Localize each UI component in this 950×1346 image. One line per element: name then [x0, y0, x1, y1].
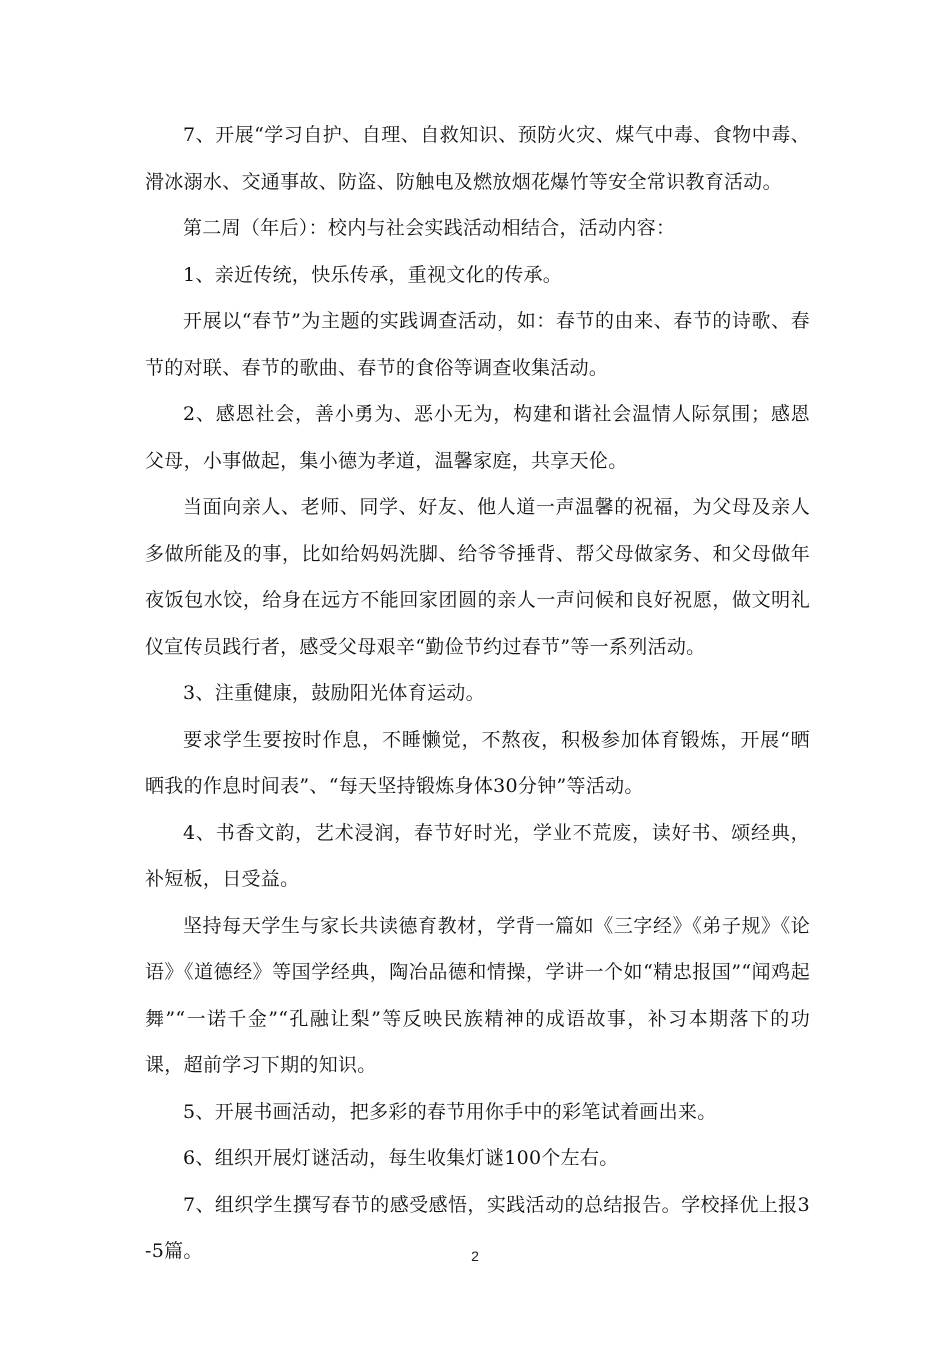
- paragraph-item-3-body: 要求学生要按时作息，不睡懒觉，不熬夜，积极参加体育锻炼，开展“晒晒我的作息时间表”、“每天坚持锻炼身体30分钟”等活动。: [145, 728, 810, 797]
- paragraph-item-5: 5、开展书画活动，把多彩的春节用你手中的彩笔试着画出来。: [183, 1100, 717, 1123]
- page-number: 2: [471, 1248, 479, 1264]
- document-body: [145, 112, 810, 1275]
- paragraph-item-2-title: 2、感恩社会，善小勇为、恶小无为，构建和谐社会温情人际氛围；感恩父母，小事做起，集小德为孝道，温馨家庭，共享天伦。: [145, 403, 810, 472]
- paragraph-item-2-body: 当面向亲人、老师、同学、好友、他人道一声温馨的祝福，为父母及亲人多做所能及的事，比如给妈妈洗脚、给爷爷捶背、帮父母做家务、和父母做年夜饭包水饺，给身在远方不能回家团圆的亲人一声问候和良好祝愿，做文明礼仪宣传员践行者，感受父母艰辛“勤俭节约过春节”等一系列活动。: [145, 496, 810, 658]
- paragraph-safety-education: 7、开展“学习自护、自理、自救知识、预防火灾、煤气中毒、食物中毒、滑冰溺水、交通事故、防盗、防触电及燃放烟花爆竹等安全常识教育活动。: [145, 124, 810, 193]
- paragraph-week-two-heading: 第二周（年后）：校内与社会实践活动相结合，活动内容：: [183, 217, 676, 239]
- paragraph-item-7: 7、组织学生撰写春节的感受感悟，实践活动的总结报告。学校择优上报3-5篇。: [145, 1193, 810, 1262]
- paragraph-item-4-body: 坚持每天学生与家长共读德育教材，学背一篇如《三字经》《弟子规》《论语》《道德经》等国学经典，陶冶品德和情操，学讲一个如“精忠报国”“闻鸡起舞”“一诺千金”“孔融让梨”等反映民族精神的成语故事，补习本期落下的功课，超前学习下期的知识。: [145, 914, 810, 1076]
- paragraph-item-6: 6、组织开展灯谜活动，每生收集灯谜100个左右。: [183, 1147, 619, 1169]
- paragraph-item-1-title: 1、亲近传统，快乐传承，重视文化的传承。: [183, 263, 563, 286]
- paragraph-item-4-title: 4、书香文韵，艺术浸润，春节好时光，学业不荒废，读好书、颂经典，补短板，日受益。: [145, 821, 810, 890]
- paragraph-item-3-title: 3、注重健康，鼓励阳光体育运动。: [183, 682, 485, 704]
- paragraph-item-1-body: 开展以“春节”为主题的实践调查活动，如：春节的由来、春节的诗歌、春节的对联、春节的歌曲、春节的食俗等调查收集活动。: [145, 310, 810, 379]
